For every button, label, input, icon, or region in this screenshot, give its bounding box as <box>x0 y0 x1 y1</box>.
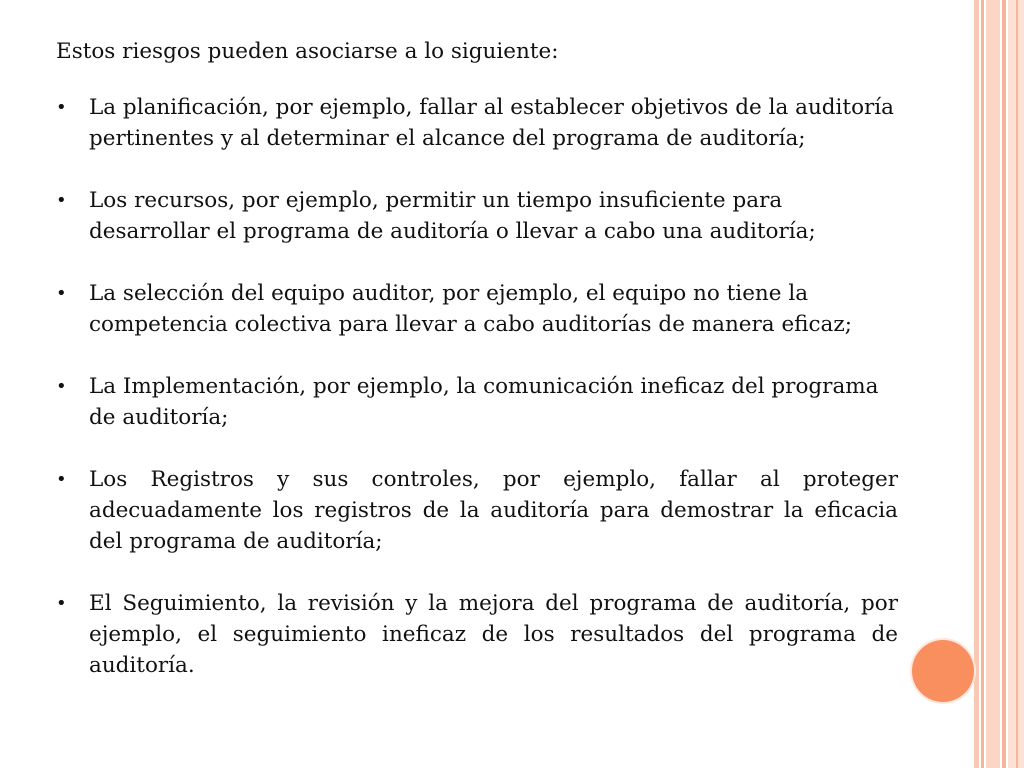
bullet-text: La planificación, por ejemplo, fallar al establecer objetivos de la auditoría pertinentes y al determinar el alcance del programa de auditoría; <box>89 95 894 151</box>
list-item <box>56 278 898 340</box>
bullet-text: Los Registros y sus controles, por ejemplo, fallar al proteger adecuadamente los registros de la auditoría para demostrar la eficacia del programa de auditoría; <box>89 467 898 554</box>
list-item <box>56 185 898 247</box>
bullet-text: La Implementación, por ejemplo, la comunicación ineficaz del programa de auditoría; <box>89 374 879 430</box>
decorative-circle <box>912 640 974 702</box>
bullet-list <box>56 92 898 681</box>
decorative-border-stripe <box>981 0 984 768</box>
decorative-border-stripe <box>1002 0 1006 768</box>
bullet-icon: • <box>56 97 67 118</box>
bullet-text: El Seguimiento, la revisión y la mejora del programa de auditoría, por ejemplo, el seguimiento ineficaz de los resultados del programa de auditoría. <box>89 591 898 678</box>
bullet-icon: • <box>56 376 67 397</box>
list-item <box>56 92 898 154</box>
decorative-border-stripe <box>1016 0 1018 768</box>
intro-text: Estos riesgos pueden asociarse a lo siguiente: <box>56 39 559 64</box>
bullet-text: Los recursos, por ejemplo, permitir un tiempo insuficiente para desarrollar el programa de auditoría o llevar a cabo una auditoría; <box>89 188 816 244</box>
list-item <box>56 371 898 433</box>
list-item <box>56 464 898 557</box>
bullet-icon: • <box>56 593 67 614</box>
bullet-icon: • <box>56 469 67 490</box>
bullet-icon: • <box>56 283 67 304</box>
decorative-border-stripe <box>974 0 979 768</box>
bullet-icon: • <box>56 190 67 211</box>
list-item <box>56 588 898 681</box>
decorative-border-stripe <box>986 0 1000 768</box>
slide-content <box>56 36 898 712</box>
bullet-text: La selección del equipo auditor, por ejemplo, el equipo no tiene la competencia colectiva para llevar a cabo auditorías de manera eficaz; <box>89 281 852 337</box>
